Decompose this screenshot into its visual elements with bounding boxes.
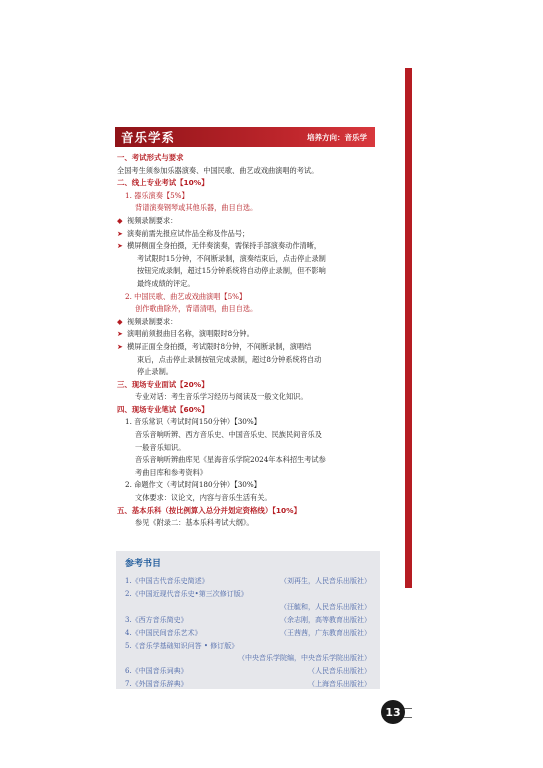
book-title: 3.《西方音乐简史》: [125, 615, 188, 624]
body-line: 停止录制。: [137, 367, 173, 377]
body-line: ➤ 演唱前须报曲目名称，演唱限时8分钟。: [117, 328, 379, 341]
section-heading: 一、考试形式与要求: [117, 153, 184, 162]
body-line: 按钮完成录制，超过15分钟系统将自动停止录制，但不影响: [137, 266, 326, 276]
book-author-publisher: （刘再生，人民音乐出版社）: [280, 577, 371, 585]
arrow-bullet-icon: ➤: [117, 329, 124, 339]
reference-book-item: [125, 666, 375, 676]
diamond-bullet-icon: ◆: [117, 316, 123, 326]
diamond-bullet-icon: ◆: [117, 215, 123, 225]
body-line: ◆ 视频录制要求：: [117, 316, 379, 329]
body-line: ➤ 横屏侧面全身拍摄，无伴奏演奏，需保持手部演奏动作清晰，: [117, 240, 379, 253]
body-line: 考试限时15分钟，不间断录制，演奏结束后，点击停止录制: [137, 253, 326, 263]
section-heading: 五、基本乐科（按比例算入总分并划定资格线）【10%】: [117, 505, 301, 515]
section-heading: 四、现场专业笔试【60%】: [117, 404, 209, 414]
body-line: 音乐音响听辨、西方音乐史、中国音乐史、民族民间音乐及: [135, 430, 322, 440]
book-author-publisher: （余志刚，高等教育出版社）: [280, 615, 371, 624]
body-line: 一般音乐知识。: [135, 442, 186, 452]
body-line: 音乐音响听辨曲库见《星海音乐学院2024年本科招生考试参: [135, 455, 326, 465]
book-author-publisher: （人民音乐出版社）: [308, 667, 371, 676]
body-line: 专业对话：考生音乐学习经历与阅读及一般文化知识。: [135, 392, 308, 402]
arrow-bullet-icon: ➤: [117, 341, 124, 351]
body-line: 1. 器乐演奏【5%】: [125, 190, 189, 200]
body-line: 背谱演奏钢琴或其他乐器，曲目自选。: [135, 203, 258, 213]
body-line: 文体要求：议论文，内容与音乐生活有关。: [135, 493, 272, 503]
reference-books-title: 参考书目: [125, 559, 162, 569]
book-title: 1.《中国古代音乐史简述》: [125, 577, 209, 585]
section-heading: 三、现场专业面试【20%】: [117, 379, 209, 389]
arrow-bullet-icon: ➤: [117, 241, 124, 251]
red-side-bar: [405, 68, 412, 588]
book-title: 7.《外国音乐辞典》: [125, 680, 188, 689]
reference-book-item: [125, 679, 375, 689]
reference-book-item: [125, 641, 375, 651]
book-author-publisher: （汪毓和，人民音乐出版社）: [280, 602, 371, 611]
body-line: 1. 音乐常识（考试时间150分钟）【30%】: [125, 417, 261, 427]
book-title: 4.《中国民间音乐艺术》: [125, 628, 202, 637]
exam-requirements-body: [117, 152, 379, 530]
body-line: ◆ 视频录制要求：: [117, 215, 379, 228]
body-line: ➤ 横屏正面全身拍摄，考试限时8分钟，不间断录制，演唱结: [117, 341, 379, 354]
body-line: 考曲目库和参考资料》: [135, 467, 207, 477]
reference-book-item: [125, 589, 375, 599]
body-line: 2. 命题作文（考试时间180分钟）【30%】: [125, 480, 261, 490]
body-line: 参见《附录二：基本乐科考试大纲》。: [135, 518, 254, 528]
department-title: 音乐学系: [121, 130, 176, 145]
body-line: 创作歌曲除外，背谱清唱，曲目自选。: [135, 304, 258, 314]
body-line: 全国考生须参加乐器演奏、中国民歌、曲艺或戏曲演唱的考试。: [117, 165, 319, 175]
section-heading: 二、线上专业考试【10%】: [117, 178, 209, 188]
reference-book-item: [125, 615, 375, 625]
book-author-publisher: （上海音乐出版社）: [308, 680, 371, 689]
book-title: 6.《中国音乐词典》: [125, 667, 188, 676]
body-line: 束后，点击停止录制按钮完成录制，超过8分钟系统将自动: [137, 354, 322, 364]
arrow-bullet-icon: ➤: [117, 228, 124, 238]
book-title: 5.《音乐学基础知识问答 • 修订版》: [125, 641, 239, 650]
body-line: 2. 中国民歌、曲艺或戏曲演唱【5%】: [125, 291, 247, 301]
reference-book-item: [125, 628, 375, 638]
training-direction: 培养方向：音乐学: [307, 132, 367, 142]
page-number: 13: [381, 700, 405, 724]
book-title: 2.《中国近现代音乐史•第三次修订版》: [125, 589, 248, 598]
reference-book-item: [125, 576, 375, 586]
section-header: [115, 127, 375, 147]
body-line: 最终成绩的评定。: [137, 278, 195, 288]
book-author-publisher: （王茜茜，广东教育出版社）: [280, 628, 371, 637]
body-line: ➤ 演奏前需先报应试作品全称及作品号；: [117, 228, 379, 241]
book-author-publisher: （中央音乐学院编，中央音乐学院出版社）: [238, 654, 371, 663]
reference-books-box: [116, 551, 380, 689]
